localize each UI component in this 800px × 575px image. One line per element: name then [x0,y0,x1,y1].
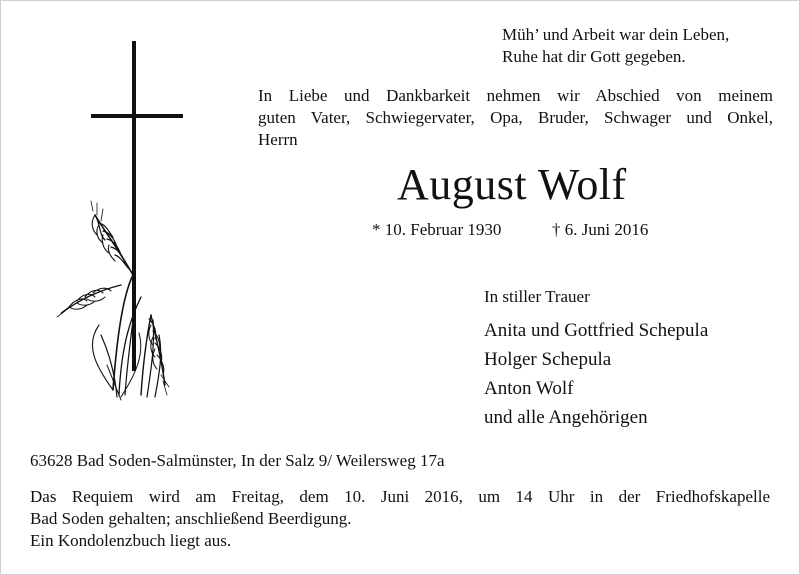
mourner-name: und alle Angehörigen [484,407,648,428]
intro-line: Herrn [258,130,298,149]
intro-line: guten Vater, Schwiegervater, Opa, Bruder, Schwager und Onkel, [258,108,773,127]
mourner-name: Anton Wolf [484,378,574,399]
birth-date: * 10. Februar 1930 [372,220,502,239]
requiem-line: Bad Soden gehalten; anschließend Beerdigung. [30,509,352,528]
intro-text [258,85,773,151]
verse-line: Ruhe hat dir Gott gegeben. [502,47,686,66]
verse [502,24,729,68]
mourner-name: Anita und Gottfried Schepula [484,320,709,341]
mourning-heading: In stiller Trauer [484,287,590,306]
cross-with-wheat-icon [55,35,200,420]
mourner-name: Holger Schepula [484,349,612,370]
mourners-list [484,316,708,432]
requiem-line: Das Requiem wird am Freitag, dem 10. Juni 2016, um 14 Uhr in der Friedhofskapelle [30,487,770,506]
death-date: † 6. Juni 2016 [552,220,649,239]
verse-line: Müh’ und Arbeit war dein Leben, [502,25,730,44]
intro-line: In Liebe und Dankbarkeit nehmen wir Abschied von meinem [258,86,773,105]
requiem-line: Ein Kondolenzbuch liegt aus. [30,531,232,550]
address: 63628 Bad Soden-Salmünster, In der Salz 9/ Weilersweg 17a [30,451,445,470]
requiem-notice [30,486,770,552]
deceased-name: August Wolf [397,160,627,209]
